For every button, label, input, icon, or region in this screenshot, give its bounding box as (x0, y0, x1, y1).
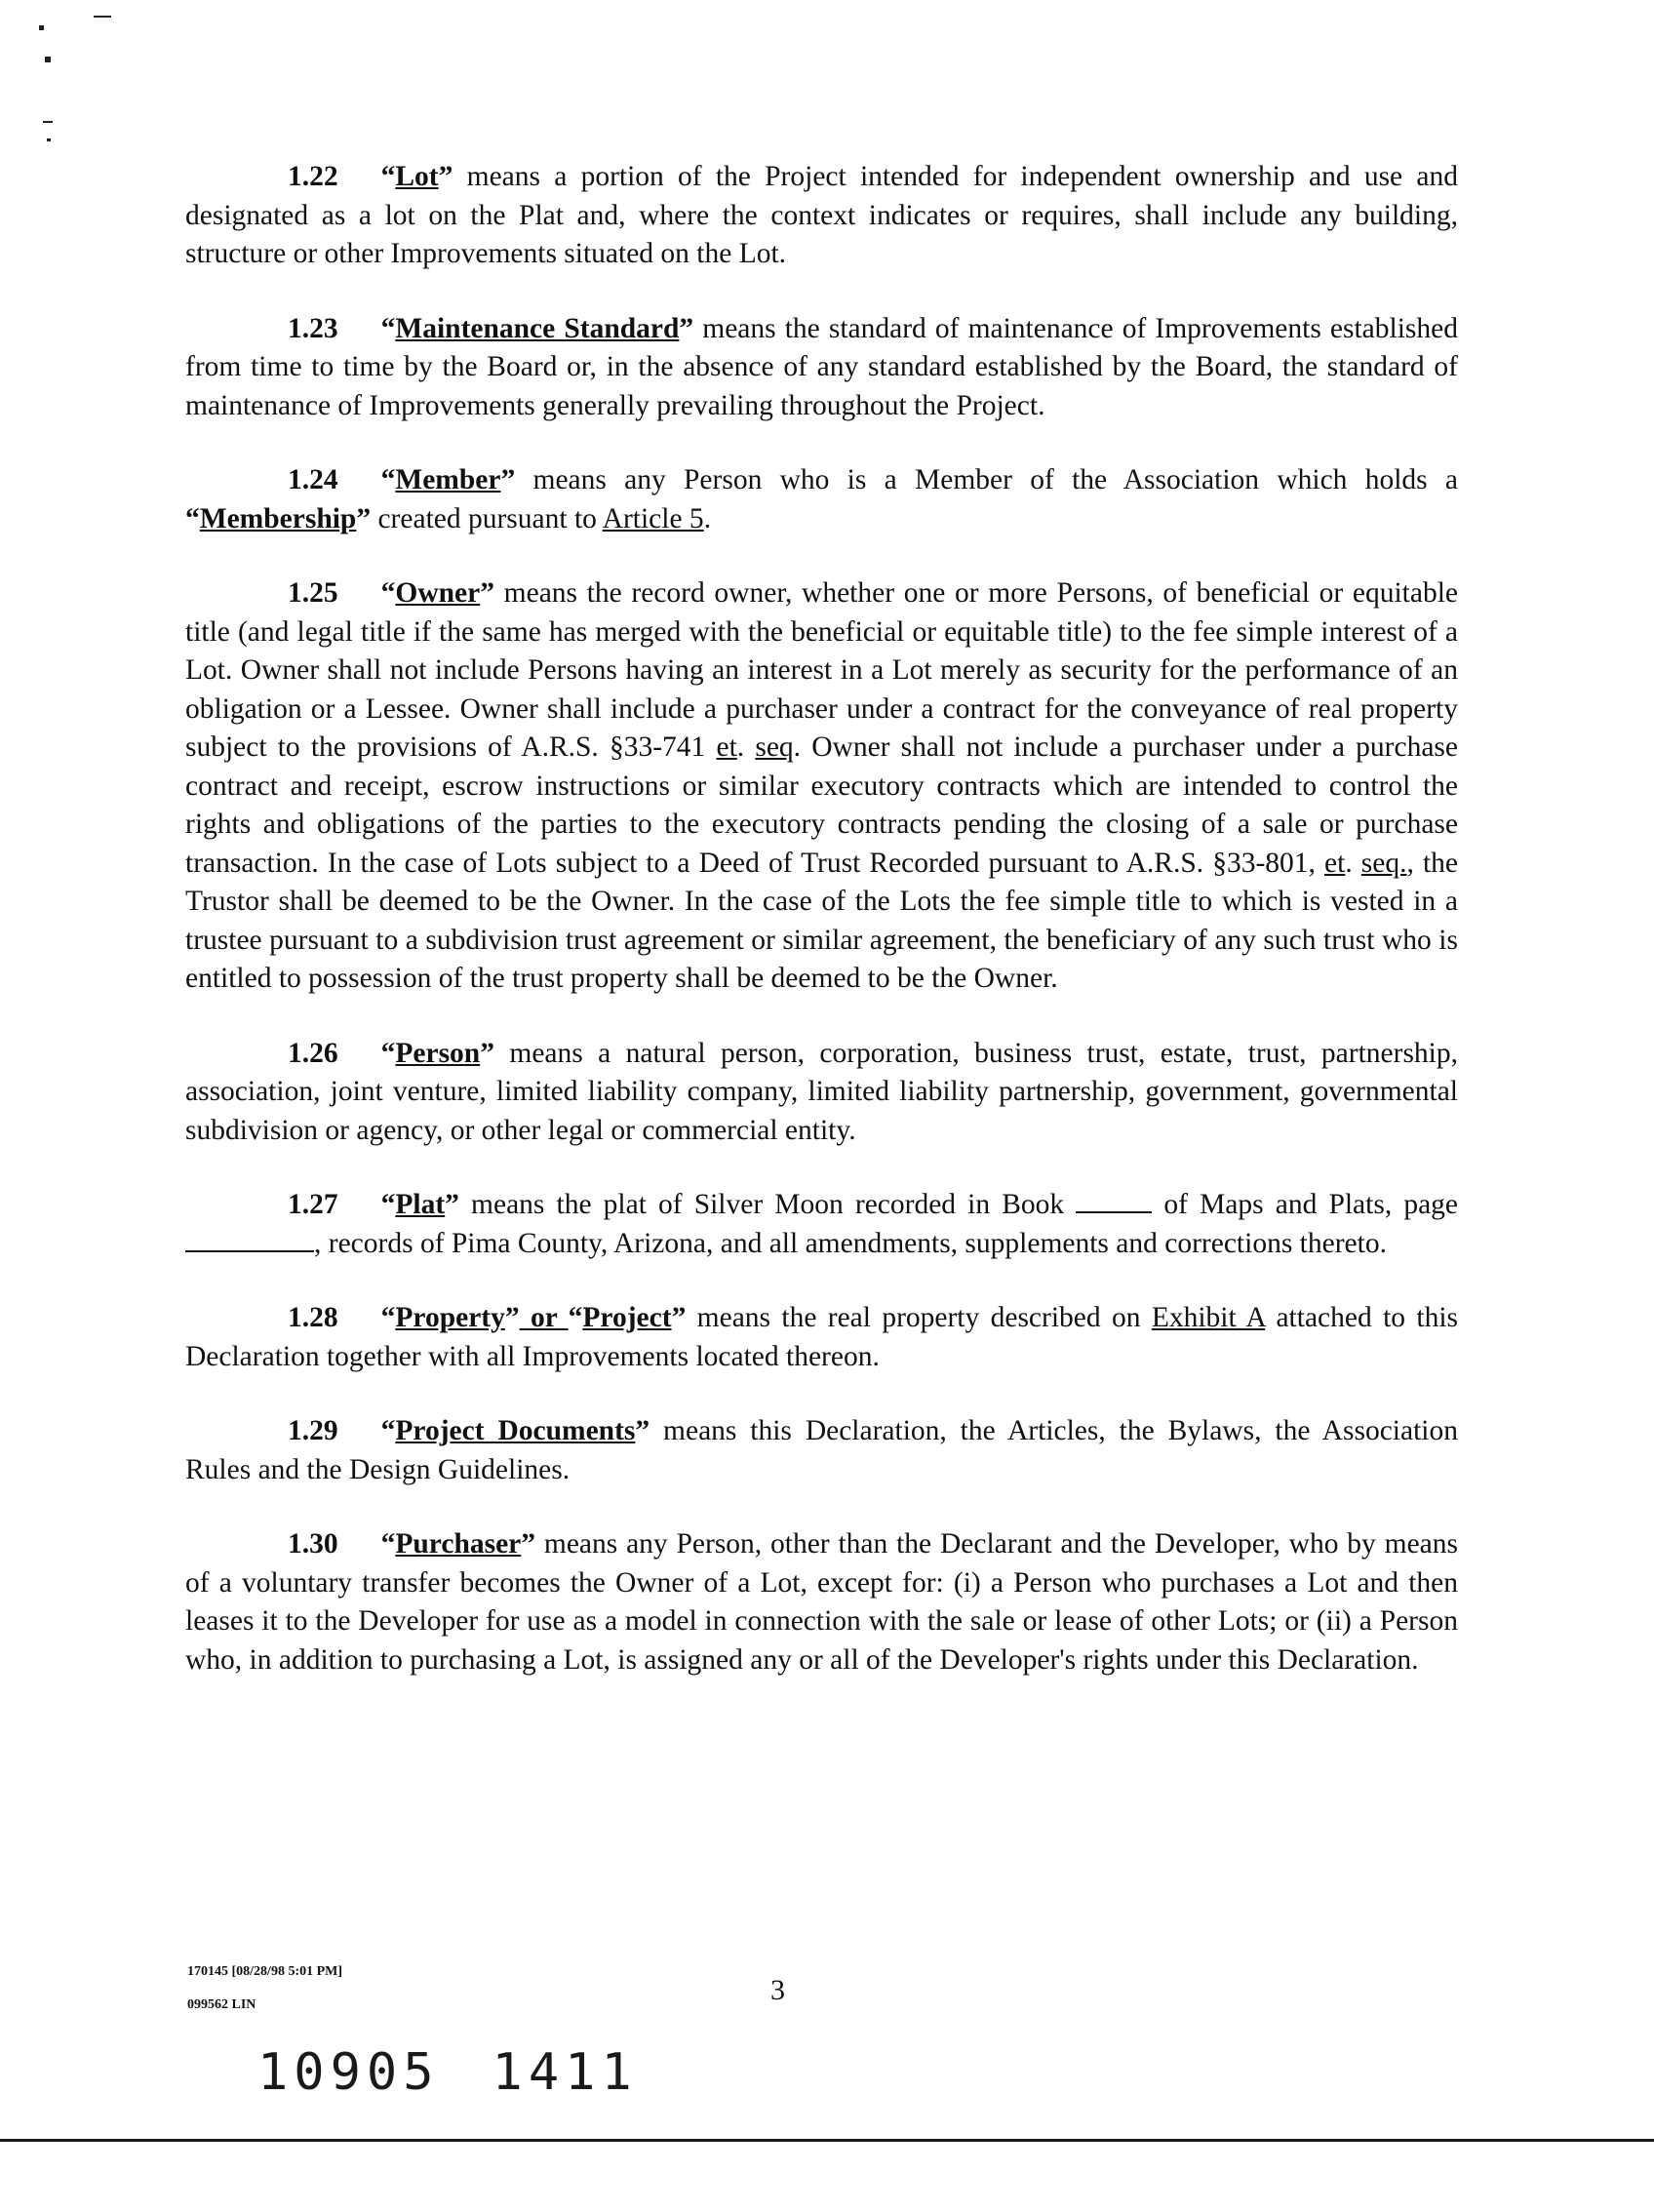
scan-mark (45, 57, 51, 62)
definition-1-26: 1.26 “Person” means a natural person, corporation, business trust, estate, trust, partnership, association, joint venture, limited liability company, limited liability partnership, government, governmental subdivision or agency, or other legal or commercial entity. (185, 1037, 1458, 1146)
definition-text: means the standard of maintenance of Improvements established from time to time by the Board or, in the absence of any standard established by the Board, the standard of maintenance of Improvements generally prevailing throughout the Project. (185, 312, 1458, 421)
section-number: 1.28 (288, 1302, 338, 1333)
bottom-rule (0, 2139, 1654, 2142)
page-blank (185, 1225, 314, 1252)
defined-term-project-documents: Project Documents (395, 1415, 636, 1446)
defined-term-purchaser: Purchaser (395, 1528, 522, 1560)
page-stamp: 1411 (492, 2043, 638, 2102)
page-number: 3 (770, 1974, 785, 2006)
definition-text: means any Person who is a Member of the Association which holds a (515, 464, 1458, 495)
definition-text: means a natural person, corporation, business trust, estate, trust, partnership, association, joint venture, limited liability company, limited liability partnership, government, governmental subdivision or agency, or other legal or commercial entity. (185, 1037, 1458, 1146)
section-number: 1.22 (288, 161, 338, 192)
definition-text: means the record owner, whether one or more Persons, of beneficial or equitable title (and legal title if the same has merged with the beneficial or equitable title) to the fee simple interest of a Lot. Owner shall not include Persons having an interest in a Lot merely as security for the performance of an obligation or a Lessee. Owner shall include a purchaser under a contract for the conveyance of real property subject to the provisions of A.R.S. §33-741 (185, 577, 1458, 763)
book-blank (1076, 1186, 1152, 1213)
section-number: 1.24 (288, 464, 338, 495)
definition-1-24: 1.24 “Member” means any Person who is a Member of the Association which holds a “Membership” created pursuant to Article 5. (185, 464, 1458, 534)
scan-mark (94, 16, 111, 18)
footer-identifiers (187, 1955, 342, 2022)
defined-term-maintenance-standard: Maintenance Standard (395, 312, 680, 344)
definition-text: means any Person, other than the Declarant and the Developer, who by means of a voluntary transfer becomes the Owner of a Lot, except for: (i) a Person who purchases a Lot and then leases it to the Developer for use as a model in connection with the sale or lease of other Lots; or (ii) a Person who, in addition to purchasing a Lot, is assigned any or all of the Developer's rights under this Declaration. (185, 1528, 1458, 1676)
definition-text: means this Declaration, the Articles, the Bylaws, the Association Rules and the Design Guidelines. (185, 1415, 1458, 1485)
defined-term-lot: Lot (395, 161, 439, 192)
doc-id: 170145 [08/28/98 5:01 PM] (187, 1964, 343, 1979)
book-number: 10905 (257, 2043, 440, 2102)
defined-term-member: Member (395, 464, 501, 495)
definition-text: means the real property described on (686, 1302, 1152, 1333)
definition-text: means a portion of the Project intended for independent ownership and use and designated as a lot on the Plat and, where the context indicates or requires, shall include any building, structure or other Improvements situated on the Lot. (185, 161, 1458, 269)
defined-term-property: Property (395, 1302, 505, 1333)
section-number: 1.23 (288, 312, 338, 344)
defined-term-membership: Membership (199, 502, 357, 534)
defined-term-person: Person (395, 1037, 481, 1069)
defined-term-owner: Owner (395, 577, 481, 609)
definition-1-25: 1.25 “Owner” means the record owner, whether one or more Persons, of beneficial or equitable title (and legal title if the same has merged with the beneficial or equitable title) to the fee simple interest of a Lot. Owner shall not include Persons having an interest in a Lot merely as security for the performance of an obligation or a Lessee. Owner shall include a purchaser under a contract for the conveyance of real property subject to the provisions of A.R.S. §33-741 et. seq. Owner shall not include a purchaser under a purchase contract and receipt, escrow instructions or similar executory contracts which are intended to control the rights and obligations of the parties to the executory contracts pending the closing of a sale or purchase transaction. In the case of Lots subject to a Deed of Trust Recorded pursuant to A.R.S. §33-801, et. seq., the Trustor shall be deemed to be the Owner. In the case of the Lots the fee simple title to which is vested in a trustee pursuant to a subdivision trust agreement or similar agreement, the beneficiary of any such trust who is entitled to possession of the trust property shall be deemed to be the Owner. (185, 577, 1458, 994)
definition-1-29: 1.29 “Project Documents” means this Declaration, the Articles, the Bylaws, the Association Rules and the Design Guidelines. (185, 1415, 1458, 1485)
document-body (185, 158, 1458, 1716)
definition-1-30: 1.30 “Purchaser” means any Person, other than the Declarant and the Developer, who by means of a voluntary transfer becomes the Owner of a Lot, except for: (i) a Person who purchases a Lot and then leases it to the Developer for use as a model in connection with the sale or lease of other Lots; or (ii) a Person who, in addition to purchasing a Lot, is assigned any or all of the Developer's rights under this Declaration. (185, 1528, 1458, 1676)
section-number: 1.29 (288, 1415, 338, 1446)
defined-term-plat: Plat (395, 1189, 446, 1220)
section-number: 1.25 (288, 577, 338, 609)
section-number: 1.30 (288, 1528, 338, 1560)
scan-mark (43, 121, 53, 123)
defined-term-project: Project (582, 1302, 672, 1333)
exhibit-reference: Exhibit A (1151, 1302, 1266, 1333)
definition-text: means the plat of Silver Moon recorded in Book (458, 1189, 1077, 1220)
client-id: 099562 LIN (187, 1997, 256, 2012)
definition-1-23: 1.23 “Maintenance Standard” means the standard of maintenance of Improvements established from time to time by the Board or, in the absence of any standard established by the Board, the standard of maintenance of Improvements generally prevailing throughout the Project. (185, 312, 1458, 421)
definition-1-27: 1.27 “Plat” means the plat of Silver Moon recorded in Book of Maps and Plats, page , records of Pima County, Arizona, and all amendments, supplements and corrections thereto. (185, 1186, 1458, 1263)
section-number: 1.27 (288, 1189, 338, 1220)
article-reference: Article 5 (602, 502, 704, 534)
definition-1-28: 1.28 “Property” or “Project” means the real property described on Exhibit A attached to this Declaration together with all Improvements located thereon. (185, 1302, 1458, 1372)
recording-stamp (257, 2043, 690, 2102)
definition-1-22: 1.22 “Lot” means a portion of the Project intended for independent ownership and use and designated as a lot on the Plat and, where the context indicates or requires, shall include any building, structure or other Improvements situated on the Lot. (185, 161, 1458, 269)
scan-mark (39, 25, 44, 30)
scan-mark (47, 138, 51, 141)
section-number: 1.26 (288, 1037, 338, 1069)
